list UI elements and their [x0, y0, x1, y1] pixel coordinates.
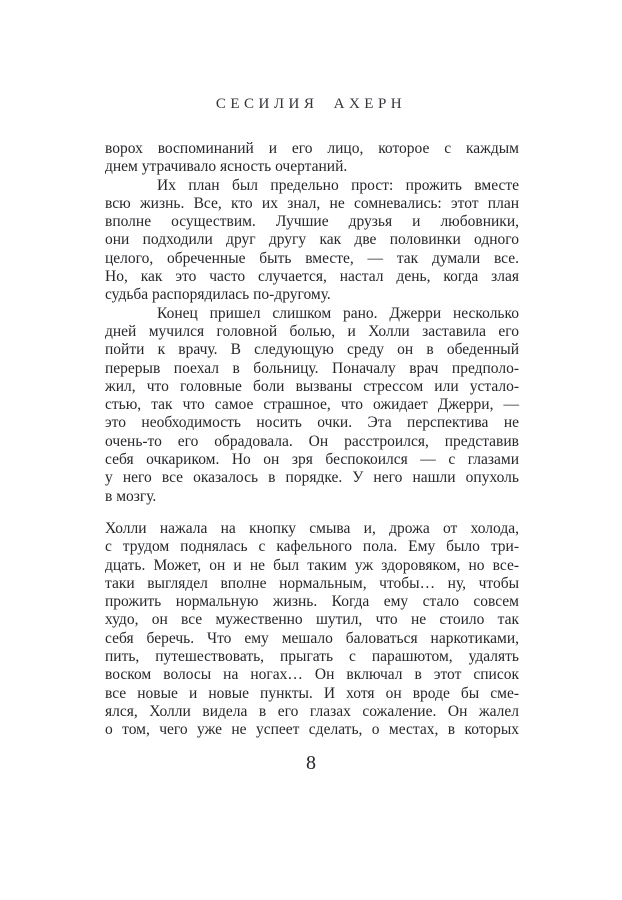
- text-line: днем утрачивало ясность очертаний.: [105, 158, 348, 176]
- scene-break: [105, 506, 519, 520]
- paragraph: [105, 520, 519, 740]
- text-line: дней мучился головной болью, и Холли заставила его: [105, 322, 519, 340]
- paragraph: [105, 177, 519, 305]
- text-line: у него все оказалось в порядке. У него нашли опухоль: [105, 469, 519, 487]
- text-line: судьба распорядилась по-другому.: [105, 286, 331, 304]
- text-line: Их план был предельно прост: прожить вместе: [157, 176, 519, 194]
- text-line: пойти к врачу. В следующую среду он в обеденный: [105, 341, 519, 359]
- text-line: Конец пришел слишком рано. Джерри несколько: [157, 304, 519, 322]
- text-line: пить, путешествовать, прыгать с парашютом, удалять: [105, 648, 519, 666]
- text-line: Но, как это часто случается, настал день, когда злая: [105, 268, 519, 286]
- text-line: с трудом поднялась с кафельного пола. Ему было три-: [105, 538, 519, 556]
- text-line: себя беречь. Что ему мешало баловаться наркотиками,: [105, 629, 519, 647]
- text-line: они подходили друг другу как две половинки одного: [105, 231, 519, 249]
- text-line: всю жизнь. Все, кто их знал, не сомневались: этот план: [105, 194, 519, 212]
- paragraph: [105, 305, 519, 506]
- text-line: худо, он все мужественно шутил, что не стоило так: [105, 611, 519, 629]
- text-line: о том, чего уже не успеет сделать, о местах, в которых: [105, 721, 519, 739]
- text-line: жил, что головные боли вызваны стрессом или устало-: [105, 377, 519, 395]
- text-line: в мозгу.: [105, 487, 157, 505]
- page-number: 8: [306, 752, 316, 774]
- text-line: это необходимость носить очки. Эта перспектива не: [105, 414, 519, 432]
- text-line: стью, так что самое страшное, что ожидает Джерри, —: [105, 396, 519, 414]
- text-line: все новые и новые пункты. И хотя он вроде бы сме-: [105, 684, 519, 702]
- text-line: вполне осуществим. Лучшие друзья и любовники,: [105, 213, 519, 231]
- text-body: [105, 140, 519, 740]
- text-line: таки выглядел вполне нормальным, чтобы… ну, чтобы: [105, 574, 519, 592]
- text-line: воском волосы на ногах… Он включал в этот список: [105, 666, 519, 684]
- text-line: целого, обреченные быть вместе, — так думали все.: [105, 249, 519, 267]
- text-line: себя очкариком. Но он зря беспокоился — с глазами: [105, 451, 519, 469]
- text-line: ворох воспоминаний и его лицо, которое с каждым: [105, 140, 519, 157]
- text-line: перерыв поехал в больницу. Поначалу врач предполо-: [105, 359, 519, 377]
- paragraph: [105, 140, 519, 177]
- text-line: Холли нажала на кнопку смыва и, дрожа от холода,: [105, 519, 519, 537]
- running-header-author: СЕСИЛИЯ АХЕРН: [215, 96, 407, 112]
- text-line: дцать. Может, он и не был таким уж здоровяком, но все-: [105, 556, 519, 574]
- text-line: ялся, Холли видела в его глазах сожаление. Он жалел: [105, 702, 519, 720]
- text-line: прожить нормальную жизнь. Когда ему стало совсем: [105, 593, 519, 611]
- text-line: очень-то его обрадовала. Он расстроился, представив: [105, 432, 519, 450]
